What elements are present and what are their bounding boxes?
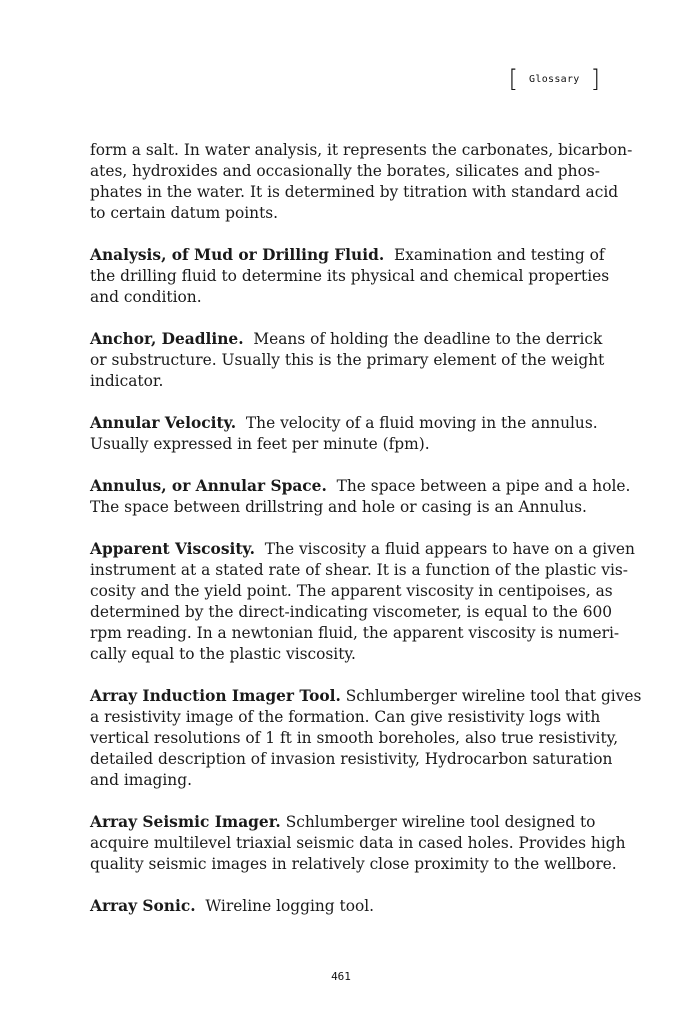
entry-term: Array Seismic Imager. — [90, 813, 281, 831]
text-line: vertical resolutions of 1 ft in smooth boreholes, also true resistivity, — [90, 729, 619, 747]
entry-definition: The velocity of a fluid moving in the annulus. — [245, 414, 598, 432]
glossary-entry — [90, 539, 635, 665]
entry-first-line — [90, 245, 605, 266]
text-line: and imaging. — [90, 771, 192, 789]
intro-paragraph — [90, 140, 633, 224]
entry-term: Anchor, Deadline. — [90, 330, 244, 348]
text-line: and condition. — [90, 288, 202, 306]
text-line: instrument at a stated rate of shear. It is a function of the plastic vis- — [90, 561, 629, 579]
glossary-entry — [90, 245, 610, 308]
entry-term: Array Sonic. — [90, 897, 196, 915]
text-line: The space between drillstring and hole or casing is an Annulus. — [90, 498, 587, 516]
glossary-entry — [90, 329, 605, 392]
running-header — [509, 66, 600, 92]
text-line: acquire multilevel triaxial seismic data in cased holes. Provides high — [90, 834, 626, 852]
entry-term: Analysis, of Mud or Drilling Fluid. — [90, 246, 385, 264]
glossary-entry — [90, 413, 598, 455]
page-number: 461 — [331, 970, 351, 983]
text-line: Usually expressed in feet per minute (fpm). — [90, 435, 430, 453]
glossary-entry — [90, 686, 642, 791]
entry-definition: Schlumberger wireline tool that gives — [345, 687, 642, 705]
text-line: cosity and the yield point. The apparent viscosity in centipoises, as — [90, 582, 613, 600]
glossary-entry — [90, 896, 594, 917]
text-line: to certain datum points. — [90, 204, 279, 222]
text-line: quality seismic images in relatively close proximity to the wellbore. — [90, 855, 617, 873]
entry-definition: Examination and testing of — [394, 246, 605, 264]
text-line: the drilling fluid to determine its physical and chemical properties — [90, 267, 610, 285]
entry-definition: Means of holding the deadline to the derrick — [253, 330, 603, 348]
entry-term: Array Induction Imager Tool. — [90, 687, 341, 705]
entry-definition: Schlumberger wireline tool designed to — [285, 813, 596, 831]
text-line: indicator. — [90, 372, 164, 390]
entry-first-line — [90, 413, 598, 434]
text-line: detailed description of invasion resistivity, Hydrocarbon saturation — [90, 750, 613, 768]
header-close-bracket: ] — [590, 65, 600, 93]
entry-term: Apparent Viscosity. — [90, 540, 255, 558]
header-title: Glossary — [529, 73, 580, 85]
entry-first-line — [90, 812, 594, 833]
text-line: determined by the direct-indicating viscometer, is equal to the 600 — [90, 603, 613, 621]
entry-first-line — [90, 476, 631, 497]
text-line: or substructure. Usually this is the primary element of the weight — [90, 351, 605, 369]
entry-first-line — [90, 329, 603, 350]
entry-definition: Wireline logging tool. — [205, 897, 375, 915]
entry-definition: The viscosity a fluid appears to have on a given — [264, 540, 635, 558]
text-line: phates in the water. It is determined by titration with standard acid — [90, 183, 619, 201]
entry-first-line — [90, 686, 642, 707]
text-line: form a salt. In water analysis, it represents the carbonates, bicarbon- — [90, 141, 633, 159]
entry-term: Annular Velocity. — [90, 414, 237, 432]
text-line: a resistivity image of the formation. Can give resistivity logs with — [90, 708, 601, 726]
text-line: cally equal to the plastic viscosity. — [90, 645, 356, 663]
glossary-entry — [90, 812, 626, 875]
text-line: ates, hydroxides and occasionally the borates, silicates and phos- — [90, 162, 600, 180]
entry-first-line — [90, 539, 635, 560]
header-open-bracket: [ — [508, 65, 519, 93]
glossary-body — [90, 140, 642, 938]
entry-term: Annulus, or Annular Space. — [90, 477, 327, 495]
entry-definition: The space between a pipe and a hole. — [336, 477, 631, 495]
text-line: rpm reading. In a newtonian fluid, the apparent viscosity is numeri- — [90, 624, 620, 642]
entry-first-line — [90, 896, 594, 917]
glossary-entry — [90, 476, 631, 518]
